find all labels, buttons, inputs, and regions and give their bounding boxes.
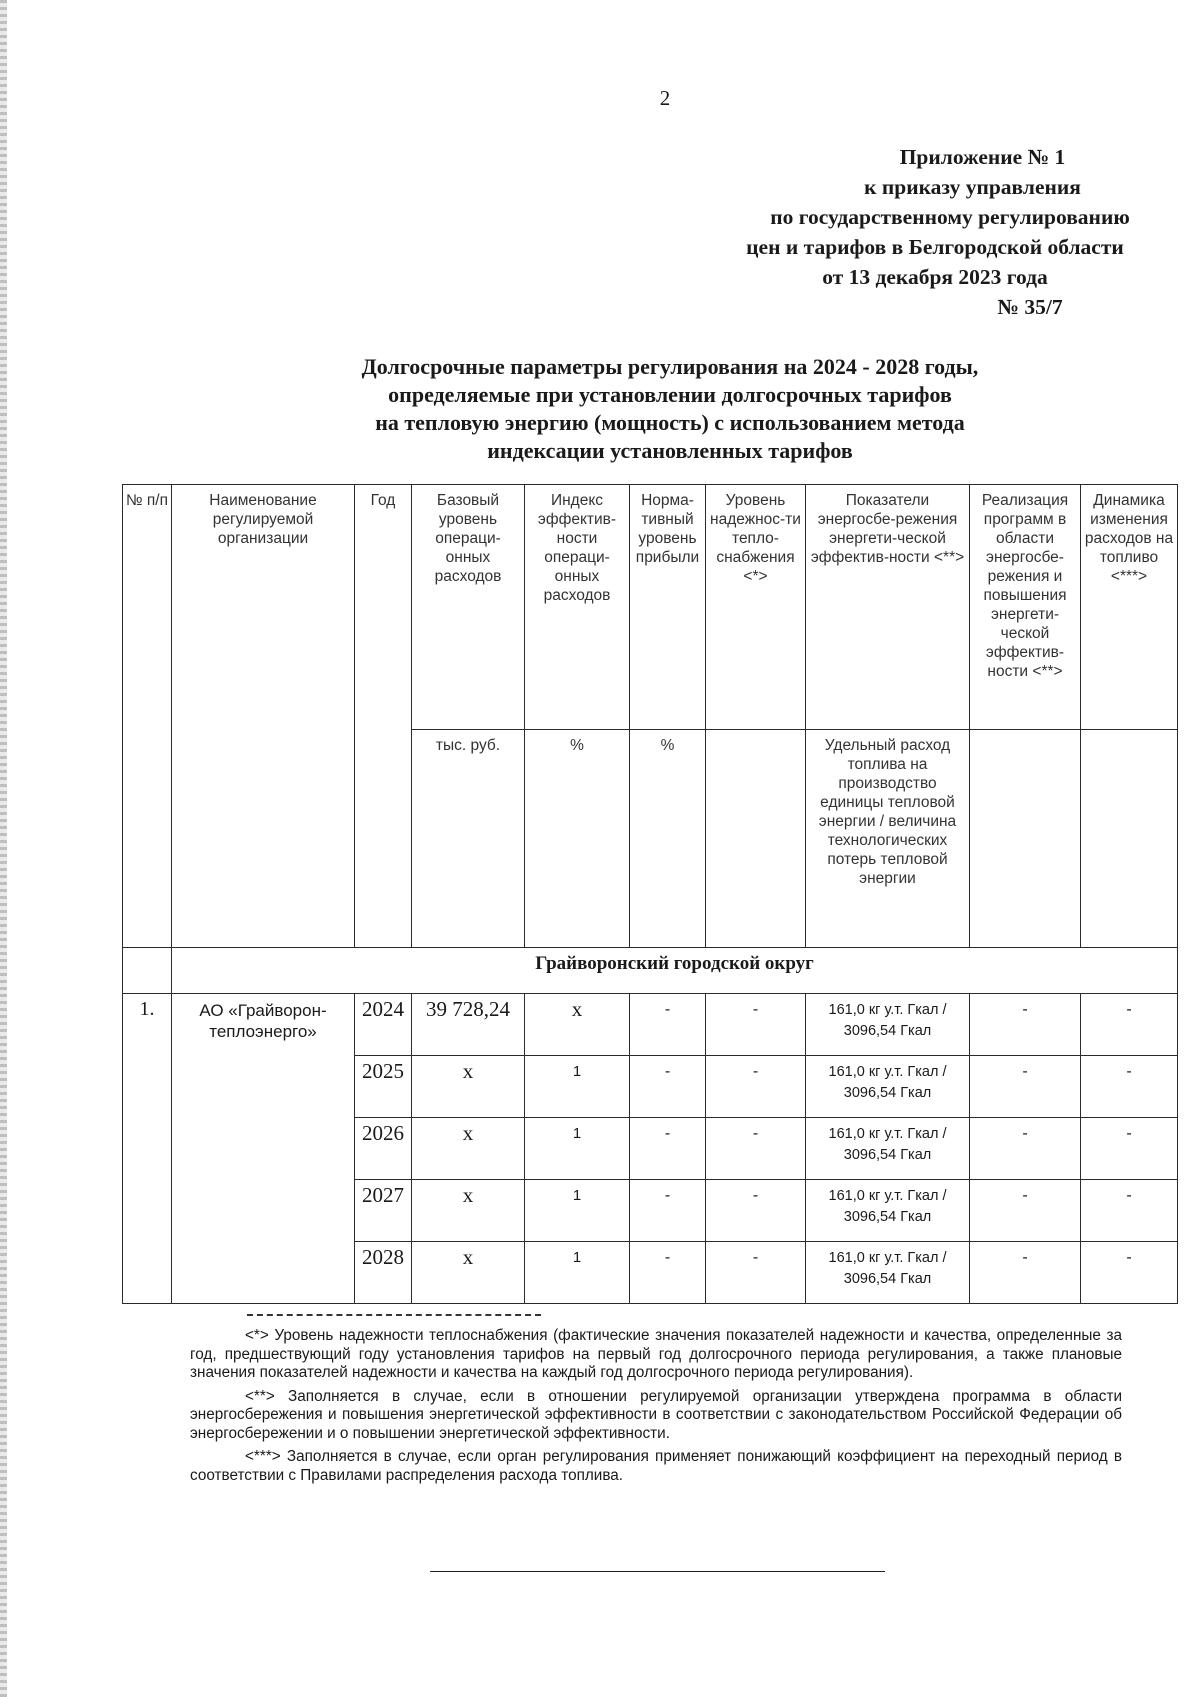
appendix-line: цен и тарифов в Белгородской области [746, 235, 1124, 259]
appendix-header [600, 142, 1180, 322]
unit-profit: % [630, 730, 706, 948]
table-row [123, 994, 1178, 1056]
row-year: 2027 [355, 1180, 412, 1242]
appendix-line: от 13 декабря 2023 года [822, 265, 1048, 289]
unit-fuel-dynamics [1081, 730, 1178, 948]
header-fuel-dynamics: Динамика изменения расходов на топливо <***> [1081, 485, 1178, 730]
title-line: Долгосрочные параметры регулирования на 2024 - 2028 годы, [361, 354, 979, 379]
unit-programs [970, 730, 1081, 948]
appendix-line: Приложение № 1 [899, 145, 1066, 169]
end-rule [430, 1571, 885, 1572]
row-fuel-dynamics: - [1081, 1118, 1178, 1180]
footnote-separator [247, 1314, 541, 1316]
document-title [240, 353, 1100, 465]
row-efficiency-index: 1 [525, 1242, 630, 1304]
row-reliability: - [706, 1118, 806, 1180]
row-energy-indicator: 161,0 кг у.т. Гкал / 3096,54 Гкал [806, 994, 970, 1056]
title-line: на тепловую энергию (мощность) с использованием метода [375, 410, 965, 435]
appendix-line: по государственному регулированию [770, 205, 1130, 229]
district-row [123, 948, 1178, 994]
row-year: 2028 [355, 1242, 412, 1304]
header-base-cost: Базовый уровень операци-онных расходов [412, 485, 525, 730]
row-efficiency-index: х [525, 994, 630, 1056]
scan-edge-artifact [0, 0, 7, 1697]
appendix-line: № 35/7 [997, 295, 1063, 319]
row-base-cost: х [412, 1056, 525, 1118]
header-programs: Реализация программ в области энергосбе-режения и повышения энергети-ческой эффектив-ности <**> [970, 485, 1081, 730]
row-programs: - [970, 1118, 1081, 1180]
header-energy-saving: Показатели энергосбе-режения энергети-ческой эффектив-ности <**> [806, 485, 970, 730]
unit-efficiency-index: % [525, 730, 630, 948]
footnote-fuel: <***> Заполняется в случае, если орган регулирования применяет понижающий коэффициент на переходный период в соответствии с Правилами распределения расхода топлива. [190, 1448, 1122, 1484]
row-base-cost: х [412, 1242, 525, 1304]
header-year: Год [355, 485, 412, 948]
footnote-energy-program: <**> Заполняется в случае, если в отношении регулируемой организации утверждена программа в области энергосбережения и повышения энергетической эффективности в соответствии с законодательством Российской Федерации об энергосбережении и о повышении энергетической эффективности. [190, 1387, 1122, 1442]
row-profit: - [630, 1242, 706, 1304]
row-fuel-dynamics: - [1081, 994, 1178, 1056]
district-name: Грайворонский городской округ [172, 948, 1178, 994]
unit-base-cost: тыс. руб. [412, 730, 525, 948]
row-base-cost: 39 728,24 [412, 994, 525, 1056]
row-programs: - [970, 1056, 1081, 1118]
row-profit: - [630, 994, 706, 1056]
row-efficiency-index: 1 [525, 1118, 630, 1180]
header-org: Наименование регулируемой организации [172, 485, 355, 948]
row-profit: - [630, 1180, 706, 1242]
org-number: 1. [123, 994, 172, 1304]
row-energy-indicator: 161,0 кг у.т. Гкал / 3096,54 Гкал [806, 1056, 970, 1118]
row-programs: - [970, 1180, 1081, 1242]
org-name: АО «Грайворон-теплоэнерго» [172, 994, 355, 1304]
header-efficiency-index: Индекс эффектив-ности операци-онных расходов [525, 485, 630, 730]
appendix-line: к приказу управления [864, 175, 1081, 199]
row-energy-indicator: 161,0 кг у.т. Гкал / 3096,54 Гкал [806, 1242, 970, 1304]
footnotes [190, 1327, 1122, 1490]
row-profit: - [630, 1056, 706, 1118]
row-energy-indicator: 161,0 кг у.т. Гкал / 3096,54 Гкал [806, 1180, 970, 1242]
district-empty-cell [123, 948, 172, 994]
row-profit: - [630, 1118, 706, 1180]
row-reliability: - [706, 1056, 806, 1118]
footnote-reliability: <*> Уровень надежности теплоснабжения (фактические значения показателей надежности и качества, определенные за год, предшествующий году установления тарифов на первый год долгосрочного периода регулирования, а также плановые значения показателей надежности и качества на каждый год долгосрочного периода регулирования). [190, 1327, 1122, 1381]
header-num: № п/п [123, 485, 172, 948]
header-reliability: Уровень надежнос-ти тепло-снабжения <*> [706, 485, 806, 730]
row-fuel-dynamics: - [1081, 1180, 1178, 1242]
row-fuel-dynamics: - [1081, 1056, 1178, 1118]
row-fuel-dynamics: - [1081, 1242, 1178, 1304]
row-base-cost: х [412, 1180, 525, 1242]
unit-reliability [706, 730, 806, 948]
regulation-parameters-table [122, 484, 1178, 1304]
row-programs: - [970, 1242, 1081, 1304]
row-year: 2024 [355, 994, 412, 1056]
row-reliability: - [706, 994, 806, 1056]
unit-energy-saving: Удельный расход топлива на производство единицы тепловой энергии / величина технологических потерь тепловой энергии [806, 730, 970, 948]
row-efficiency-index: 1 [525, 1056, 630, 1118]
row-year: 2025 [355, 1056, 412, 1118]
row-efficiency-index: 1 [525, 1180, 630, 1242]
row-reliability: - [706, 1242, 806, 1304]
row-year: 2026 [355, 1118, 412, 1180]
page-number: 2 [659, 86, 671, 110]
row-reliability: - [706, 1180, 806, 1242]
title-line: индексации установленных тарифов [487, 438, 853, 463]
row-base-cost: х [412, 1118, 525, 1180]
header-profit: Норма-тивный уровень прибыли [630, 485, 706, 730]
title-line: определяемые при установлении долгосрочных тарифов [388, 382, 952, 407]
row-energy-indicator: 161,0 кг у.т. Гкал / 3096,54 Гкал [806, 1118, 970, 1180]
header-row [123, 485, 1178, 730]
row-programs: - [970, 994, 1081, 1056]
